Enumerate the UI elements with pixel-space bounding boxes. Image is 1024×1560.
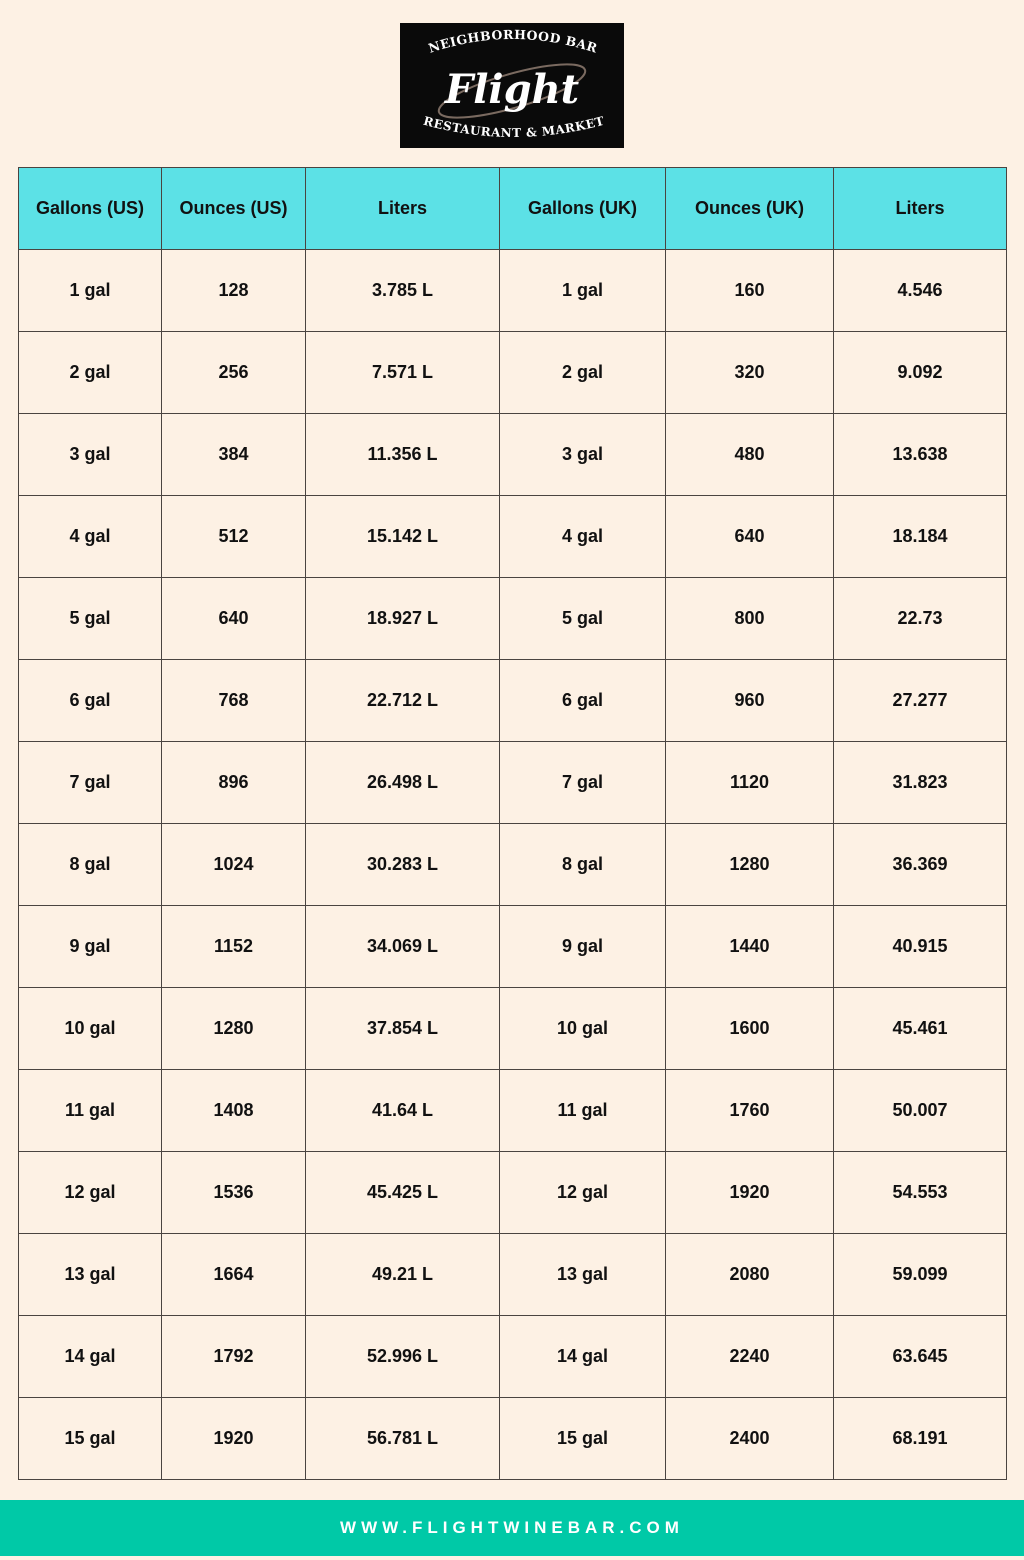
logo-top-text: NEIGHBORHOOD BAR [426,26,600,56]
cell-liters-uk: 59.099 [834,1234,1007,1316]
cell-liters-us: 49.21 L [306,1234,500,1316]
table-row [19,1316,1007,1398]
cell-gallons-us: 7 gal [19,742,162,824]
cell-gallons-uk: 9 gal [500,906,666,988]
cell-gallons-uk: 5 gal [500,578,666,660]
table-header-row [19,168,1007,250]
cell-gallons-uk: 13 gal [500,1234,666,1316]
cell-liters-uk: 31.823 [834,742,1007,824]
table-row [19,1152,1007,1234]
cell-ounces-uk: 960 [666,660,834,742]
cell-liters-uk: 18.184 [834,496,1007,578]
table-row [19,906,1007,988]
cell-gallons-us: 2 gal [19,332,162,414]
cell-ounces-us: 384 [162,414,306,496]
cell-liters-us: 18.927 L [306,578,500,660]
cell-ounces-uk: 480 [666,414,834,496]
cell-liters-us: 7.571 L [306,332,500,414]
cell-liters-uk: 54.553 [834,1152,1007,1234]
table-row [19,660,1007,742]
cell-gallons-uk: 14 gal [500,1316,666,1398]
header-liters-us: Liters [306,168,500,250]
cell-gallons-us: 14 gal [19,1316,162,1398]
header-gallons-uk: Gallons (UK) [500,168,666,250]
cell-liters-uk: 63.645 [834,1316,1007,1398]
cell-gallons-uk: 2 gal [500,332,666,414]
cell-liters-uk: 50.007 [834,1070,1007,1152]
cell-gallons-uk: 7 gal [500,742,666,824]
table-row [19,496,1007,578]
footer-url: WWW.FLIGHTWINEBAR.COM [0,1500,1024,1556]
cell-liters-us: 3.785 L [306,250,500,332]
cell-liters-uk: 13.638 [834,414,1007,496]
cell-gallons-us: 4 gal [19,496,162,578]
cell-gallons-uk: 10 gal [500,988,666,1070]
cell-gallons-uk: 3 gal [500,414,666,496]
cell-ounces-us: 768 [162,660,306,742]
table-row [19,1398,1007,1480]
cell-gallons-us: 6 gal [19,660,162,742]
cell-gallons-uk: 4 gal [500,496,666,578]
cell-ounces-us: 1664 [162,1234,306,1316]
cell-gallons-uk: 11 gal [500,1070,666,1152]
cell-gallons-us: 12 gal [19,1152,162,1234]
cell-ounces-us: 1408 [162,1070,306,1152]
table-row [19,824,1007,906]
table-row [19,988,1007,1070]
cell-ounces-uk: 800 [666,578,834,660]
cell-liters-uk: 27.277 [834,660,1007,742]
cell-ounces-uk: 1600 [666,988,834,1070]
cell-liters-us: 37.854 L [306,988,500,1070]
cell-ounces-uk: 1120 [666,742,834,824]
cell-liters-uk: 45.461 [834,988,1007,1070]
cell-gallons-us: 9 gal [19,906,162,988]
table-row [19,250,1007,332]
cell-ounces-uk: 1760 [666,1070,834,1152]
cell-ounces-us: 1920 [162,1398,306,1480]
cell-ounces-us: 1024 [162,824,306,906]
logo-bottom-text: RESTAURANT & MARKET [421,113,607,141]
cell-ounces-uk: 320 [666,332,834,414]
cell-ounces-us: 128 [162,250,306,332]
gallon-conversion-table [18,167,1007,1480]
cell-ounces-us: 512 [162,496,306,578]
cell-ounces-us: 640 [162,578,306,660]
header-liters-uk: Liters [834,168,1007,250]
table-row [19,414,1007,496]
cell-ounces-us: 896 [162,742,306,824]
table-row [19,1070,1007,1152]
cell-liters-uk: 36.369 [834,824,1007,906]
cell-ounces-uk: 1920 [666,1152,834,1234]
cell-liters-uk: 9.092 [834,332,1007,414]
cell-gallons-uk: 8 gal [500,824,666,906]
cell-liters-us: 45.425 L [306,1152,500,1234]
cell-liters-us: 30.283 L [306,824,500,906]
cell-liters-uk: 4.546 [834,250,1007,332]
cell-liters-uk: 40.915 [834,906,1007,988]
cell-liters-us: 22.712 L [306,660,500,742]
brand-logo [400,23,624,148]
cell-liters-uk: 68.191 [834,1398,1007,1480]
logo-name: Flight [444,66,580,113]
cell-ounces-uk: 160 [666,250,834,332]
cell-gallons-uk: 12 gal [500,1152,666,1234]
cell-gallons-us: 1 gal [19,250,162,332]
cell-gallons-uk: 6 gal [500,660,666,742]
cell-gallons-us: 8 gal [19,824,162,906]
cell-gallons-us: 11 gal [19,1070,162,1152]
cell-liters-us: 52.996 L [306,1316,500,1398]
cell-gallons-us: 10 gal [19,988,162,1070]
cell-liters-us: 41.64 L [306,1070,500,1152]
cell-ounces-uk: 2080 [666,1234,834,1316]
cell-gallons-us: 3 gal [19,414,162,496]
table-row [19,332,1007,414]
cell-ounces-us: 1536 [162,1152,306,1234]
cell-liters-us: 56.781 L [306,1398,500,1480]
svg-text:NEIGHBORHOOD BAR [426,27,599,56]
table-row [19,1234,1007,1316]
cell-ounces-us: 1792 [162,1316,306,1398]
cell-liters-us: 26.498 L [306,742,500,824]
cell-ounces-uk: 2400 [666,1398,834,1480]
cell-liters-us: 11.356 L [306,414,500,496]
header-ounces-us: Ounces (US) [162,168,306,250]
cell-gallons-uk: 1 gal [500,250,666,332]
cell-ounces-us: 256 [162,332,306,414]
cell-gallons-us: 15 gal [19,1398,162,1480]
cell-liters-uk: 22.73 [834,578,1007,660]
table-row [19,742,1007,824]
header-ounces-uk: Ounces (UK) [666,168,834,250]
cell-ounces-uk: 640 [666,496,834,578]
cell-gallons-us: 5 gal [19,578,162,660]
cell-ounces-us: 1280 [162,988,306,1070]
cell-liters-us: 34.069 L [306,906,500,988]
header-gallons-us: Gallons (US) [19,168,162,250]
cell-ounces-uk: 2240 [666,1316,834,1398]
table-body [19,250,1007,1480]
cell-ounces-us: 1152 [162,906,306,988]
table-row [19,578,1007,660]
cell-ounces-uk: 1280 [666,824,834,906]
cell-liters-us: 15.142 L [306,496,500,578]
cell-ounces-uk: 1440 [666,906,834,988]
cell-gallons-us: 13 gal [19,1234,162,1316]
cell-gallons-uk: 15 gal [500,1398,666,1480]
